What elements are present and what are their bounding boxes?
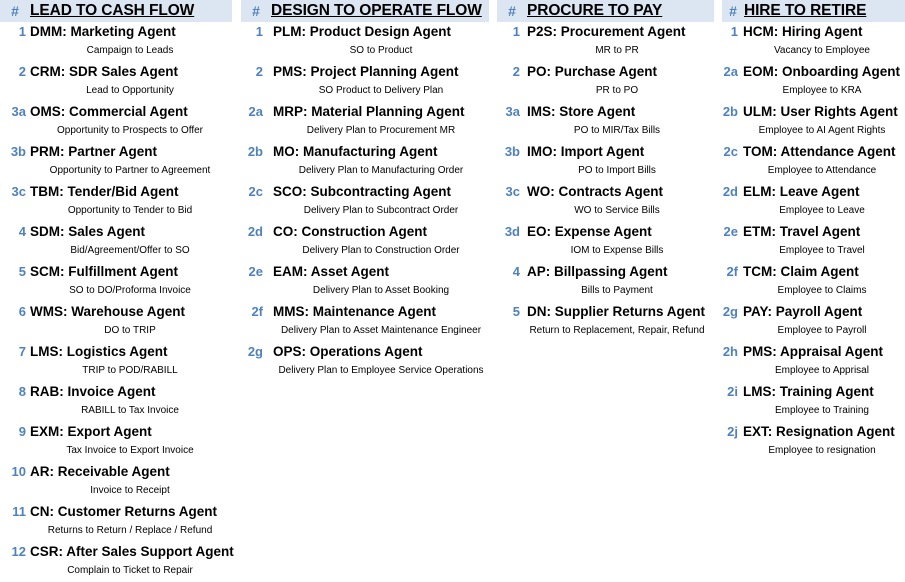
flow-column xyxy=(497,0,714,336)
agent-number: 2 xyxy=(18,64,26,79)
agent-description: PO to MIR/Tax Bills xyxy=(573,125,661,136)
agent-number: 2c xyxy=(248,184,263,199)
agent-description: IOM to Expense Bills xyxy=(570,245,664,256)
agent-name: P2S: Procurement Agent xyxy=(527,24,686,39)
column-title: PROCURE TO PAY xyxy=(527,2,663,19)
agent-name: PLM: Product Design Agent xyxy=(273,24,451,39)
agent-entry xyxy=(722,102,905,142)
agent-number: 9 xyxy=(18,424,26,439)
hash-symbol: # xyxy=(252,3,260,19)
agent-number: 2a xyxy=(248,104,263,119)
agent-description: Lead to Opportunity xyxy=(86,85,174,96)
agent-entry xyxy=(497,142,714,182)
agent-entry xyxy=(0,262,232,302)
agent-entry xyxy=(0,422,232,462)
agent-description: Tax Invoice to Export Invoice xyxy=(66,445,194,456)
agent-entry xyxy=(497,62,714,102)
agent-number: 2b xyxy=(247,144,263,159)
agent-description: Employee to Claims xyxy=(777,285,867,296)
column-title: LEAD TO CASH FLOW xyxy=(30,2,195,19)
agent-entry xyxy=(497,262,714,302)
agent-number: 2e xyxy=(248,264,263,279)
agent-name: CO: Construction Agent xyxy=(273,224,427,239)
agent-description: Returns to Return / Replace / Refund xyxy=(47,525,213,536)
agent-description: Opportunity to Tender to Bid xyxy=(67,205,193,216)
column-header xyxy=(722,0,905,22)
agent-description: Invoice to Receipt xyxy=(90,485,170,496)
agent-number: 5 xyxy=(512,304,520,319)
agent-description: Opportunity to Prospects to Offer xyxy=(57,125,203,136)
agent-entry xyxy=(0,542,232,582)
hash-symbol: # xyxy=(508,3,516,19)
agent-name: PRM: Partner Agent xyxy=(30,144,158,159)
agent-number: 3b xyxy=(504,144,520,159)
agent-number: 2e xyxy=(723,224,738,239)
agent-description: MR to PR xyxy=(595,45,639,56)
agent-entry xyxy=(0,342,232,382)
agent-entry xyxy=(722,62,905,102)
agent-name: PMS: Project Planning Agent xyxy=(273,64,459,79)
agent-number: 1 xyxy=(255,24,263,39)
hash-symbol: # xyxy=(729,3,737,19)
agent-number: 5 xyxy=(18,264,26,279)
agent-name: EO: Expense Agent xyxy=(527,224,652,239)
agent-number: 2a xyxy=(723,64,738,79)
agent-entry xyxy=(241,22,489,62)
agent-description: SO to DO/Proforma Invoice xyxy=(69,285,191,296)
agent-entry xyxy=(0,142,232,182)
agent-name: AP: Billpassing Agent xyxy=(527,264,668,279)
agent-name: EOM: Onboarding Agent xyxy=(743,64,900,79)
agent-number: 4 xyxy=(18,224,26,239)
agent-description: Campaign to Leads xyxy=(86,45,174,56)
agent-name: ETM: Travel Agent xyxy=(743,224,861,239)
agent-name: CN: Customer Returns Agent xyxy=(30,504,218,519)
agent-description: Vacancy to Employee xyxy=(774,45,870,56)
agent-number: 2b xyxy=(722,104,738,119)
agent-number: 1 xyxy=(18,24,26,39)
agent-description: Employee to Training xyxy=(775,405,869,416)
agent-description: PR to PO xyxy=(595,85,639,96)
agent-number: 3d xyxy=(504,224,520,239)
agent-name: WMS: Warehouse Agent xyxy=(30,304,185,319)
agent-entry xyxy=(497,182,714,222)
agent-description: Delivery Plan to Asset Maintenance Engineer xyxy=(280,325,482,336)
agent-name: DMM: Marketing Agent xyxy=(30,24,176,39)
agent-number: 10 xyxy=(11,464,26,479)
agent-number: 2g xyxy=(247,344,263,359)
agent-description: PO to Import Bills xyxy=(578,165,656,176)
agent-entry xyxy=(241,262,489,302)
agent-entry xyxy=(0,222,232,262)
agent-entry xyxy=(722,142,905,182)
agent-name: OMS: Commercial Agent xyxy=(30,104,188,119)
agent-entry xyxy=(241,142,489,182)
agent-number: 3a xyxy=(505,104,520,119)
agent-entry xyxy=(722,342,905,382)
agent-entry xyxy=(241,302,489,342)
column-title: DESIGN TO OPERATE FLOW xyxy=(271,2,482,19)
agent-number: 3b xyxy=(10,144,26,159)
flow-column xyxy=(241,0,489,376)
agent-description: TRIP to POD/RABILL xyxy=(82,365,178,376)
agent-entry xyxy=(722,382,905,422)
agent-name: EXT: Resignation Agent xyxy=(743,424,895,439)
agent-description: Delivery Plan to Employee Service Operations xyxy=(278,365,484,376)
agent-description: Employee to Travel xyxy=(779,245,865,256)
hash-symbol: # xyxy=(11,3,19,19)
agent-entry xyxy=(241,182,489,222)
agent-name: RAB: Invoice Agent xyxy=(30,384,156,399)
agent-entry xyxy=(722,262,905,302)
agent-number: 12 xyxy=(11,544,26,559)
agent-number: 2 xyxy=(512,64,520,79)
agent-description: Bills to Payment xyxy=(581,285,653,296)
agent-number: 2c xyxy=(723,144,738,159)
agent-number: 1 xyxy=(730,24,738,39)
agent-entry xyxy=(0,502,232,542)
agent-description: RABILL to Tax Invoice xyxy=(81,405,179,416)
agent-name: WO: Contracts Agent xyxy=(527,184,663,199)
agent-description: Opportunity to Partner to Agreement xyxy=(49,165,211,176)
agent-name: PMS: Appraisal Agent xyxy=(743,344,884,359)
agent-entry xyxy=(722,22,905,62)
agent-name: SDM: Sales Agent xyxy=(30,224,146,239)
agent-number: 1 xyxy=(512,24,520,39)
agent-name: MO: Manufacturing Agent xyxy=(273,144,438,159)
agent-number: 2f xyxy=(251,304,263,319)
agent-description: Employee to KRA xyxy=(782,85,862,96)
agent-name: ELM: Leave Agent xyxy=(743,184,860,199)
agent-description: Employee to AI Agent Rights xyxy=(758,125,886,136)
agent-number: 4 xyxy=(512,264,520,279)
agent-number: 2j xyxy=(727,424,738,439)
agent-description: SO Product to Delivery Plan xyxy=(318,85,444,96)
agent-number: 2 xyxy=(255,64,263,79)
agent-description: Delivery Plan to Procurement MR xyxy=(306,125,456,136)
agent-name: EXM: Export Agent xyxy=(30,424,152,439)
agent-entry xyxy=(722,302,905,342)
agent-number: 2d xyxy=(722,184,738,199)
agent-entry xyxy=(0,102,232,142)
agent-name: EAM: Asset Agent xyxy=(273,264,390,279)
agent-name: TBM: Tender/Bid Agent xyxy=(30,184,179,199)
agent-number: 2f xyxy=(726,264,738,279)
agent-description: Delivery Plan to Manufacturing Order xyxy=(298,165,464,176)
agent-entry xyxy=(0,382,232,422)
agent-entry xyxy=(241,342,489,382)
agent-description: Employee to resignation xyxy=(768,445,876,456)
column-header xyxy=(497,0,714,22)
agent-name: PAY: Payroll Agent xyxy=(743,304,863,319)
agent-number: 8 xyxy=(18,384,26,399)
agent-entry xyxy=(0,462,232,502)
agent-entry xyxy=(497,22,714,62)
agent-number: 2g xyxy=(722,304,738,319)
agent-description: DO to TRIP xyxy=(104,325,156,336)
agent-name: TOM: Attendance Agent xyxy=(743,144,896,159)
agent-description: WO to Service Bills xyxy=(574,205,660,216)
agent-description: SO to Product xyxy=(349,45,413,56)
agent-description: Delivery Plan to Construction Order xyxy=(302,245,460,256)
agent-entry xyxy=(722,222,905,262)
agent-name: SCO: Subcontracting Agent xyxy=(273,184,451,199)
agent-entry xyxy=(497,222,714,262)
agent-description: Employee to Payroll xyxy=(777,325,867,336)
agent-entry xyxy=(722,182,905,222)
agent-name: CSR: After Sales Support Agent xyxy=(30,544,234,559)
agent-name: DN: Supplier Returns Agent xyxy=(527,304,706,319)
agent-description: Bid/Agreement/Offer to SO xyxy=(70,245,190,256)
agent-name: TCM: Claim Agent xyxy=(743,264,859,279)
agent-name: ULM: User Rights Agent xyxy=(743,104,898,119)
agent-name: SCM: Fulfillment Agent xyxy=(30,264,178,279)
column-title: HIRE TO RETIRE xyxy=(744,2,867,19)
agent-entry xyxy=(241,102,489,142)
agent-number: 3c xyxy=(11,184,26,199)
agent-name: HCM: Hiring Agent xyxy=(743,24,863,39)
agent-name: OPS: Operations Agent xyxy=(273,344,423,359)
agent-name: IMS: Store Agent xyxy=(527,104,636,119)
agent-number: 7 xyxy=(18,344,26,359)
agent-number: 6 xyxy=(18,304,26,319)
agent-number: 11 xyxy=(12,504,26,519)
agent-number: 3a xyxy=(11,104,26,119)
agent-number: 2h xyxy=(722,344,738,359)
agent-entry xyxy=(0,302,232,342)
agent-entry xyxy=(241,62,489,102)
agent-entry xyxy=(497,102,714,142)
agent-description: Complain to Ticket to Repair xyxy=(67,565,193,576)
agent-description: Delivery Plan to Subcontract Order xyxy=(303,205,459,216)
agent-entry xyxy=(497,302,714,342)
agent-entry xyxy=(0,182,232,222)
agent-description: Employee to Attendance xyxy=(767,165,877,176)
agent-description: Delivery Plan to Asset Booking xyxy=(312,285,450,296)
flow-column xyxy=(0,0,234,576)
agent-name: LMS: Training Agent xyxy=(743,384,874,399)
agent-entry xyxy=(0,62,232,102)
agent-entry xyxy=(241,222,489,262)
agent-entry xyxy=(0,22,232,62)
agent-number: 3c xyxy=(505,184,520,199)
agent-number: 2i xyxy=(727,384,738,399)
agent-name: PO: Purchase Agent xyxy=(527,64,658,79)
flow-column xyxy=(722,0,905,456)
agent-name: LMS: Logistics Agent xyxy=(30,344,168,359)
agent-number: 2d xyxy=(247,224,263,239)
agent-entry xyxy=(722,422,905,462)
agent-name: CRM: SDR Sales Agent xyxy=(30,64,179,79)
agent-description: Employee to Apprisal xyxy=(775,365,869,376)
agent-description: Return to Replacement, Repair, Refund xyxy=(529,325,705,336)
column-header xyxy=(0,0,232,22)
column-header xyxy=(241,0,489,22)
agent-name: AR: Receivable Agent xyxy=(30,464,170,479)
agent-name: MRP: Material Planning Agent xyxy=(273,104,465,119)
agent-name: IMO: Import Agent xyxy=(527,144,645,159)
agent-name: MMS: Maintenance Agent xyxy=(273,304,437,319)
agent-description: Employee to Leave xyxy=(779,205,865,216)
